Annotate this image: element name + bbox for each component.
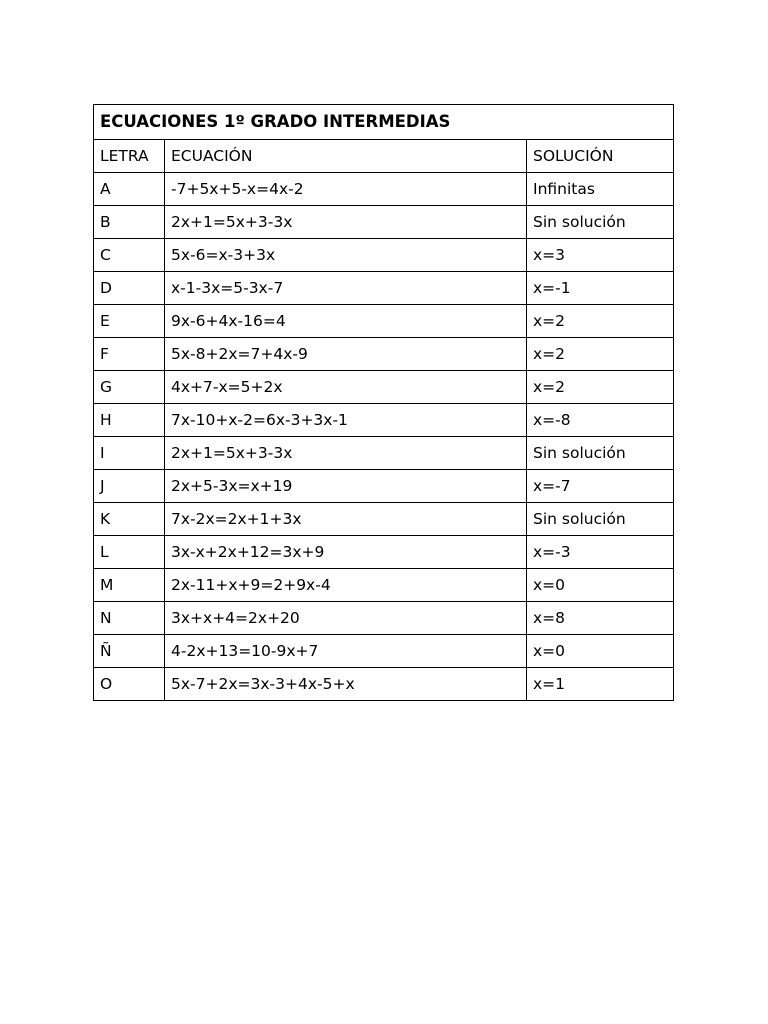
letter-cell: E xyxy=(94,305,165,338)
solution-cell: x=-3 xyxy=(527,536,674,569)
equation-cell: 3x-x+2x+12=3x+9 xyxy=(165,536,527,569)
letter-cell: D xyxy=(94,272,165,305)
equations-table xyxy=(93,104,674,701)
header-letra: LETRA xyxy=(94,140,165,173)
letter-cell: B xyxy=(94,206,165,239)
letter-cell: G xyxy=(94,371,165,404)
solution-cell: x=0 xyxy=(527,569,674,602)
equation-cell: 2x+1=5x+3-3x xyxy=(165,437,527,470)
equation-cell: 7x-10+x-2=6x-3+3x-1 xyxy=(165,404,527,437)
solution-cell: Sin solución xyxy=(527,503,674,536)
letter-cell: J xyxy=(94,470,165,503)
equation-cell: 5x-8+2x=7+4x-9 xyxy=(165,338,527,371)
table-title: ECUACIONES 1º GRADO INTERMEDIAS xyxy=(94,105,674,140)
equation-cell: 4-2x+13=10-9x+7 xyxy=(165,635,527,668)
equations-table-body xyxy=(94,105,674,701)
table-row xyxy=(94,206,674,239)
equation-cell: 5x-6=x-3+3x xyxy=(165,239,527,272)
solution-cell: Sin solución xyxy=(527,437,674,470)
letter-cell: K xyxy=(94,503,165,536)
header-row xyxy=(94,140,674,173)
table-row xyxy=(94,602,674,635)
table-row xyxy=(94,569,674,602)
equations-sheet xyxy=(93,104,673,701)
table-row xyxy=(94,404,674,437)
table-row xyxy=(94,668,674,701)
solution-cell: x=8 xyxy=(527,602,674,635)
solution-cell: Infinitas xyxy=(527,173,674,206)
letter-cell: L xyxy=(94,536,165,569)
header-ecuacion: ECUACIÓN xyxy=(165,140,527,173)
solution-cell: x=2 xyxy=(527,371,674,404)
solution-cell: Sin solución xyxy=(527,206,674,239)
equation-cell: 2x+5-3x=x+19 xyxy=(165,470,527,503)
equation-cell: x-1-3x=5-3x-7 xyxy=(165,272,527,305)
table-row xyxy=(94,338,674,371)
table-row xyxy=(94,437,674,470)
letter-cell: O xyxy=(94,668,165,701)
equation-cell: -7+5x+5-x=4x-2 xyxy=(165,173,527,206)
table-row xyxy=(94,173,674,206)
solution-cell: x=1 xyxy=(527,668,674,701)
letter-cell: N xyxy=(94,602,165,635)
letter-cell: F xyxy=(94,338,165,371)
solution-cell: x=2 xyxy=(527,305,674,338)
letter-cell: H xyxy=(94,404,165,437)
table-row xyxy=(94,305,674,338)
letter-cell: M xyxy=(94,569,165,602)
equation-cell: 2x-11+x+9=2+9x-4 xyxy=(165,569,527,602)
equation-cell: 3x+x+4=2x+20 xyxy=(165,602,527,635)
table-row xyxy=(94,371,674,404)
table-row xyxy=(94,470,674,503)
solution-cell: x=0 xyxy=(527,635,674,668)
equation-cell: 5x-7+2x=3x-3+4x-5+x xyxy=(165,668,527,701)
header-solucion: SOLUCIÓN xyxy=(527,140,674,173)
letter-cell: C xyxy=(94,239,165,272)
solution-cell: x=3 xyxy=(527,239,674,272)
table-row xyxy=(94,536,674,569)
letter-cell: I xyxy=(94,437,165,470)
equation-cell: 4x+7-x=5+2x xyxy=(165,371,527,404)
table-row xyxy=(94,503,674,536)
equation-cell: 7x-2x=2x+1+3x xyxy=(165,503,527,536)
solution-cell: x=2 xyxy=(527,338,674,371)
title-row xyxy=(94,105,674,140)
equation-cell: 9x-6+4x-16=4 xyxy=(165,305,527,338)
table-row xyxy=(94,635,674,668)
equation-cell: 2x+1=5x+3-3x xyxy=(165,206,527,239)
table-row xyxy=(94,272,674,305)
letter-cell: A xyxy=(94,173,165,206)
solution-cell: x=-7 xyxy=(527,470,674,503)
letter-cell: Ñ xyxy=(94,635,165,668)
table-row xyxy=(94,239,674,272)
solution-cell: x=-8 xyxy=(527,404,674,437)
solution-cell: x=-1 xyxy=(527,272,674,305)
